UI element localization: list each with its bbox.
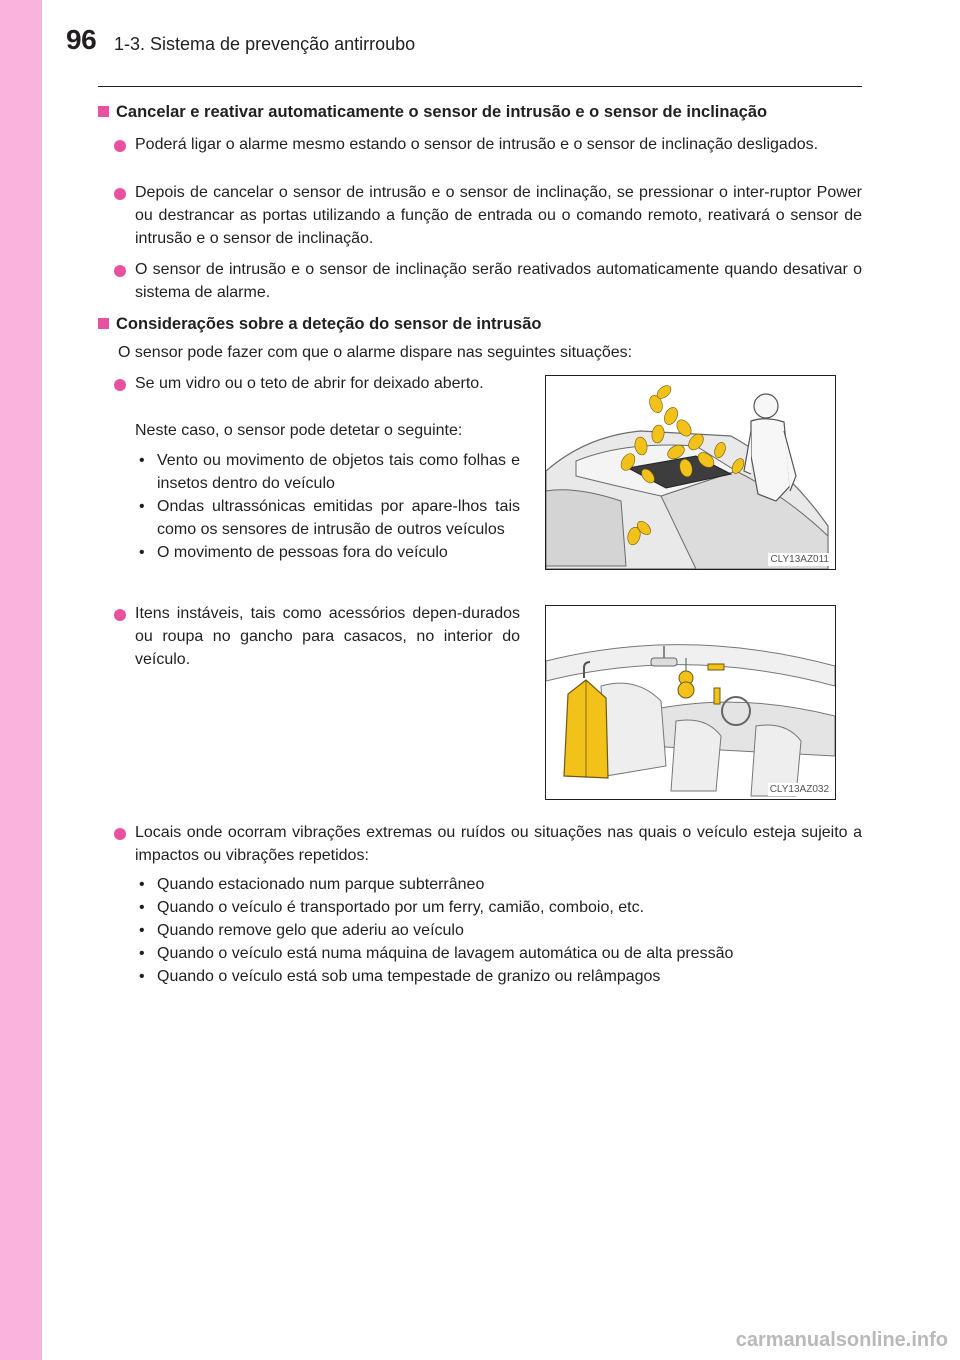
chapter-title: 1-3. Sistema de prevenção antirroubo <box>114 34 416 54</box>
section-heading-auto-reactivate <box>98 102 767 122</box>
sub-list-item: • Quando estacionado num parque subterrâneo <box>135 873 862 896</box>
bullet-text: O sensor de intrusão e o sensor de inclinação serão reativados automaticamente quando desativar o sistema de alarme. <box>135 261 862 301</box>
round-bullet-icon <box>114 265 126 277</box>
round-bullet-icon <box>114 140 126 152</box>
bullet-item <box>135 372 520 395</box>
square-bullet-icon <box>98 318 109 329</box>
sub-list-item: • Ondas ultrassónicas emitidas por apare-lhos tais como os sensores de intrusão de outros veículos <box>135 495 520 541</box>
sub-list-item: • Quando o veículo está sob uma tempestade de granizo ou relâmpagos <box>135 965 862 988</box>
car-sunroof-illustration <box>546 376 835 569</box>
section-heading-text: Considerações sobre a deteção do sensor de intrusão <box>116 315 542 333</box>
bullet-item <box>135 258 862 304</box>
bullet-item <box>135 602 520 671</box>
sub-list <box>135 873 862 988</box>
bullet-item <box>135 821 862 867</box>
bullet-text: Se um vidro ou o teto de abrir for deixado aberto. <box>135 375 484 392</box>
round-bullet-icon <box>114 188 126 200</box>
figure-interior-hanging-items <box>545 605 836 800</box>
page-number: 96 <box>66 24 97 55</box>
bullet-text: Poderá ligar o alarme mesmo estando o sensor de intrusão e o sensor de inclinação desligados. <box>135 136 819 153</box>
side-tab-strip <box>0 0 42 1360</box>
round-bullet-icon <box>114 379 126 391</box>
sub-list-item: • Quando o veículo está numa máquina de lavagem automática ou de alta pressão <box>135 942 862 965</box>
square-bullet-icon <box>98 106 109 117</box>
sub-list-item: • Vento ou movimento de objetos tais como folhas e insetos dentro do veículo <box>135 449 520 495</box>
bullet-text: Locais onde ocorram vibrações extremas ou ruídos ou situações nas quais o veículo esteja sujeito a impactos ou vibrações repetidos: <box>135 824 862 864</box>
figure-code: CLY13AZ011 <box>770 554 829 565</box>
sub-list <box>135 449 520 564</box>
section-intro: O sensor pode fazer com que o alarme dispare nas seguintes situações: <box>118 344 633 361</box>
bullet-subtext: Neste caso, o sensor pode detetar o seguinte: <box>135 422 463 439</box>
sub-list-item: • O movimento de pessoas fora do veículo <box>135 541 520 564</box>
section-heading-intrusion-detection <box>98 314 541 334</box>
sub-list-item: • Quando remove gelo que aderiu ao veículo <box>135 919 862 942</box>
figure-open-sunroof <box>545 375 836 570</box>
bullet-text: Itens instáveis, tais como acessórios depen-durados ou roupa no gancho para casacos, no interior do veículo. <box>135 605 520 668</box>
section-heading-text: Cancelar e reativar automaticamente o sensor de intrusão e o sensor de inclinação <box>116 103 768 121</box>
bullet-text: Depois de cancelar o sensor de intrusão e o sensor de inclinação, se pressionar o inter-ruptor Power ou destrancar as portas utilizando a função de entrada ou o comando remoto, reativará o sensor de intrusão e o sensor de inclinação. <box>135 184 862 247</box>
watermark: carmanualsonline.info <box>735 1329 948 1351</box>
sub-list-item: • Quando o veículo é transportado por um ferry, camião, comboio, etc. <box>135 896 862 919</box>
header-divider <box>98 86 862 87</box>
bullet-item <box>135 181 862 250</box>
bullet-item <box>135 133 862 156</box>
round-bullet-icon <box>114 609 126 621</box>
car-interior-illustration <box>546 606 835 799</box>
figure-code: CLY13AZ032 <box>769 784 829 795</box>
round-bullet-icon <box>114 828 126 840</box>
